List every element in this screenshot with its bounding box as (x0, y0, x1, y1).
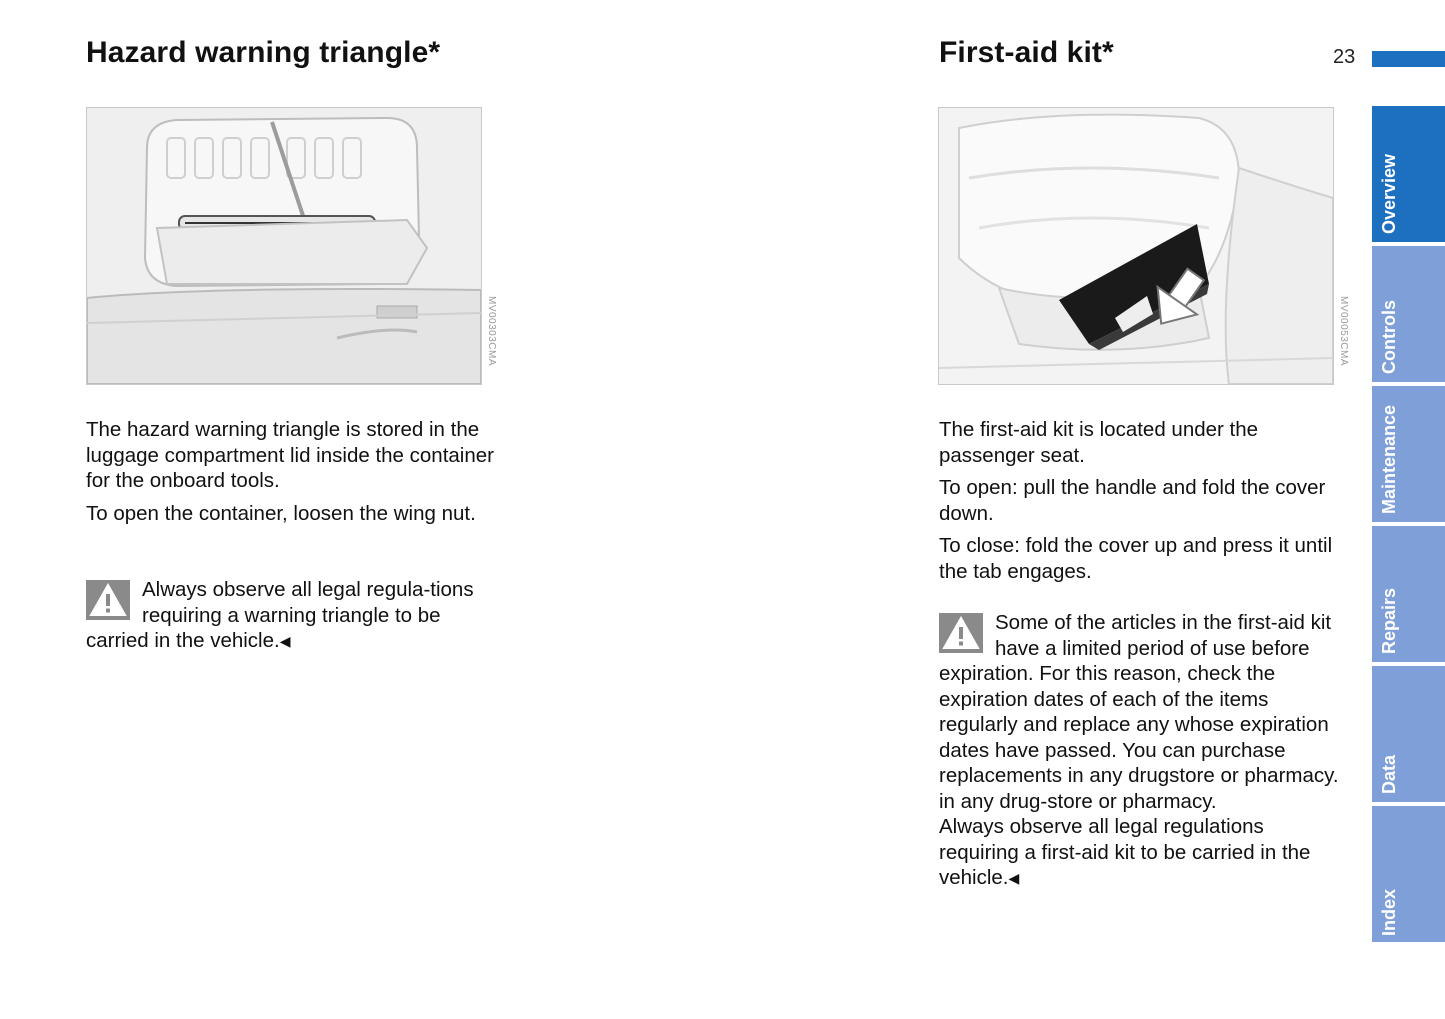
tab-label: Controls (1379, 300, 1399, 374)
tab-repairs[interactable] (1372, 526, 1445, 662)
accent-bar (1372, 51, 1445, 67)
tab-data[interactable] (1372, 666, 1445, 802)
figure-code: MV00053CMA (1338, 296, 1349, 367)
tab-maintenance[interactable] (1372, 386, 1445, 522)
left-title: Hazard warning triangle* (86, 36, 441, 69)
paragraph: The hazard warning triangle is stored in the luggage compartment lid inside the container for the onboard tools. (86, 418, 494, 492)
tab-label: Data (1379, 754, 1399, 794)
page-number: 23 (1333, 46, 1356, 68)
right-body (939, 417, 1354, 591)
tab-controls[interactable] (1372, 246, 1445, 382)
tab-label: Repairs (1379, 587, 1399, 654)
end-of-section-icon: ◀ (1008, 870, 1020, 886)
tab-overview[interactable] (1372, 106, 1445, 242)
tab-label: Maintenance (1379, 404, 1399, 514)
paragraph: To open the container, loosen the wing nut. (86, 501, 476, 525)
right-title: First-aid kit* (939, 36, 1114, 69)
warning-triangle-icon (939, 613, 983, 653)
tab-index[interactable] (1372, 806, 1445, 942)
figure-code: MV00303CMA (486, 296, 497, 367)
paragraph: The first-aid kit is located under the passenger seat. (939, 418, 1259, 467)
left-body (86, 417, 501, 533)
warning-text: Always observe all legal regulations requiring a first-aid kit to be carried in the vehicle. (939, 815, 1311, 889)
first-aid-kit-figure (938, 107, 1334, 385)
paragraph: To open: pull the handle and fold the cover down. (939, 476, 1326, 525)
end-of-section-icon: ◀ (279, 633, 291, 649)
paragraph: To close: fold the cover up and press it until the tab engages. (939, 534, 1333, 583)
tab-label: Overview (1379, 153, 1399, 234)
tab-label: Index (1379, 888, 1399, 936)
warning-text: Always observe all legal regula-tions requiring a warning triangle to be carried in the vehicle. (86, 578, 474, 652)
warning-text: Some of the articles in the first-aid kit have a limited period of use before expiration. For this reason, check the expiration dates of each of the items regularly and replace any whose expiration dates have passed. You can purchase replacements in any drugstore or pharmacy. in any drug-store or pharmacy. (939, 611, 1339, 813)
warning-triangle-icon (86, 580, 130, 620)
hazard-triangle-figure (86, 107, 482, 385)
left-warning (86, 577, 486, 655)
right-warning (939, 610, 1347, 892)
